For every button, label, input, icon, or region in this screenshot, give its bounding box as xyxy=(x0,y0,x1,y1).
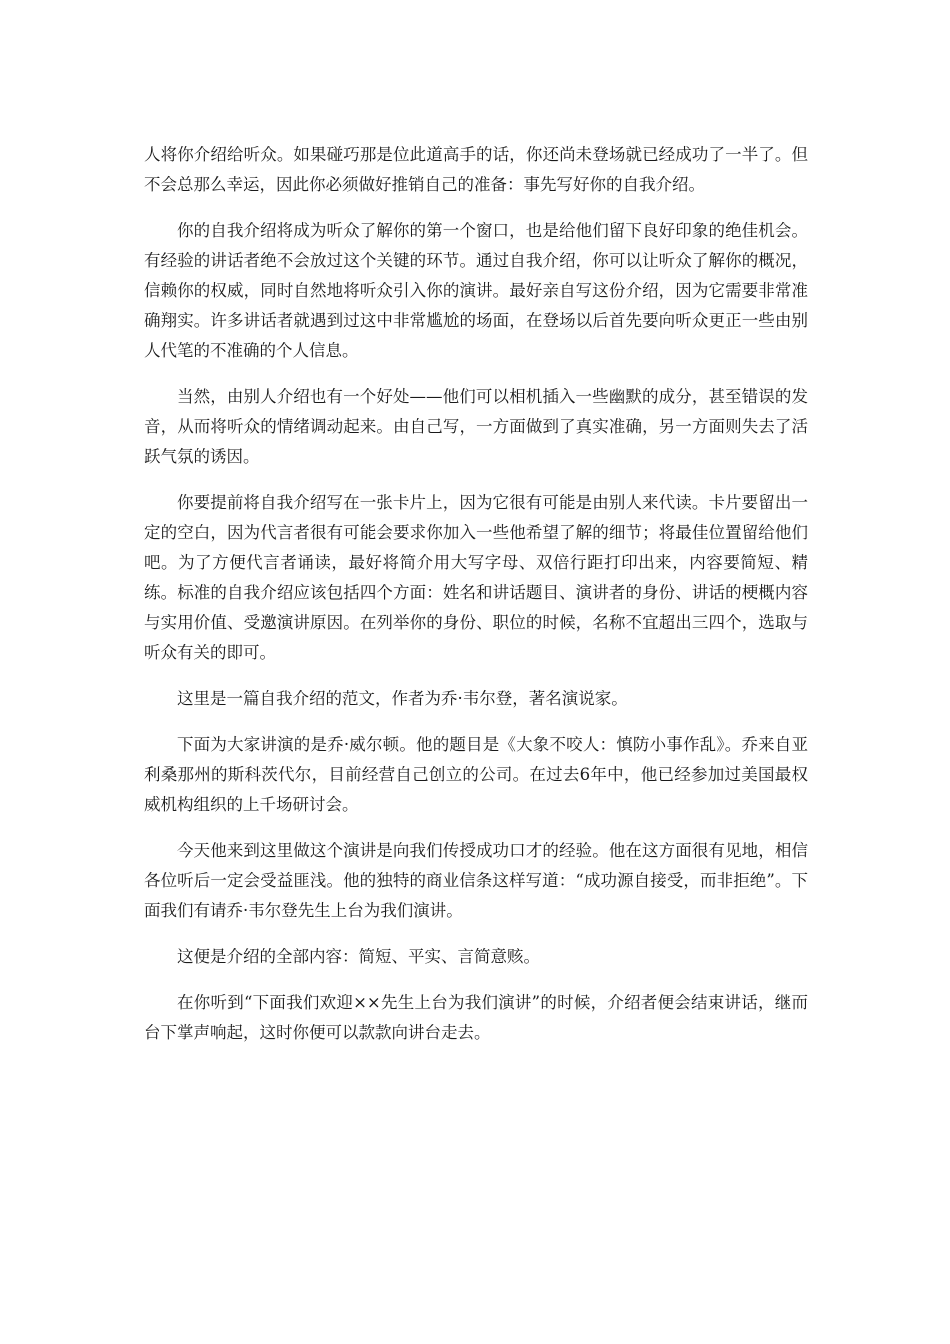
document-body xyxy=(144,140,808,1048)
paragraph-3: 当然，由别人介绍也有一个好处——他们可以相机插入一些幽默的成分，甚至错误的发音，从而将听众的情绪调动起来。由自己写，一方面做到了真实准确，另一方面则失去了活跃气氛的诱因。 xyxy=(144,387,808,466)
paragraph-5: 这里是一篇自我介绍的范文，作者为乔·韦尔登，著名演说家。 xyxy=(177,689,628,708)
paragraph-9: 在你听到“下面我们欢迎××先生上台为我们演讲”的时候，介绍者便会结束讲话，继而台下掌声响起，这时你便可以款款向讲台走去。 xyxy=(144,993,808,1042)
paragraph-7: 今天他来到这里做这个演讲是向我们传授成功口才的经验。他在这方面很有见地，相信各位听后一定会受益匪浅。他的独特的商业信条这样写道：“成功源自接受，而非拒绝”。下面我们有请乔·韦尔登先生上台为我们演讲。 xyxy=(144,841,808,920)
paragraph-2: 你的自我介绍将成为听众了解你的第一个窗口，也是给他们留下良好印象的绝佳机会。有经验的讲话者绝不会放过这个关键的环节。通过自我介绍，你可以让听众了解你的概况，信赖你的权威，同时自然地将听众引入你的演讲。最好亲自写这份介绍，因为它需要非常准确翔实。许多讲话者就遇到过这中非常尴尬的场面，在登场以后首先要向听众更正一些由别人代笔的不准确的个人信息。 xyxy=(144,221,808,360)
paragraph-6: 下面为大家讲演的是乔·威尔顿。他的题目是《大象不咬人：慎防小事作乱》。乔来自亚利桑那州的斯科茨代尔，目前经营自己创立的公司。在过去6年中，他已经参加过美国最权威机构组织的上千场研讨会。 xyxy=(144,735,808,814)
paragraph-4: 你要提前将自我介绍写在一张卡片上，因为它很有可能是由别人来代读。卡片要留出一定的空白，因为代言者很有可能会要求你加入一些他希望了解的细节；将最佳位置留给他们吧。为了方便代言者诵读，最好将简介用大写字母、双倍行距打印出来，内容要简短、精练。标准的自我介绍应该包括四个方面：姓名和讲话题目、演讲者的身份、讲话的梗概内容与实用价值、受邀演讲原因。在列举你的身份、职位的时候，名称不宜超出三四个，选取与听众有关的即可。 xyxy=(144,493,808,662)
paragraph-1: 人将你介绍给听众。如果碰巧那是位此道高手的话，你还尚未登场就已经成功了一半了。但不会总那么幸运，因此你必须做好推销自己的准备：事先写好你的自我介绍。 xyxy=(144,145,808,194)
paragraph-8: 这便是介绍的全部内容：简短、平实、言简意赅。 xyxy=(177,947,540,966)
